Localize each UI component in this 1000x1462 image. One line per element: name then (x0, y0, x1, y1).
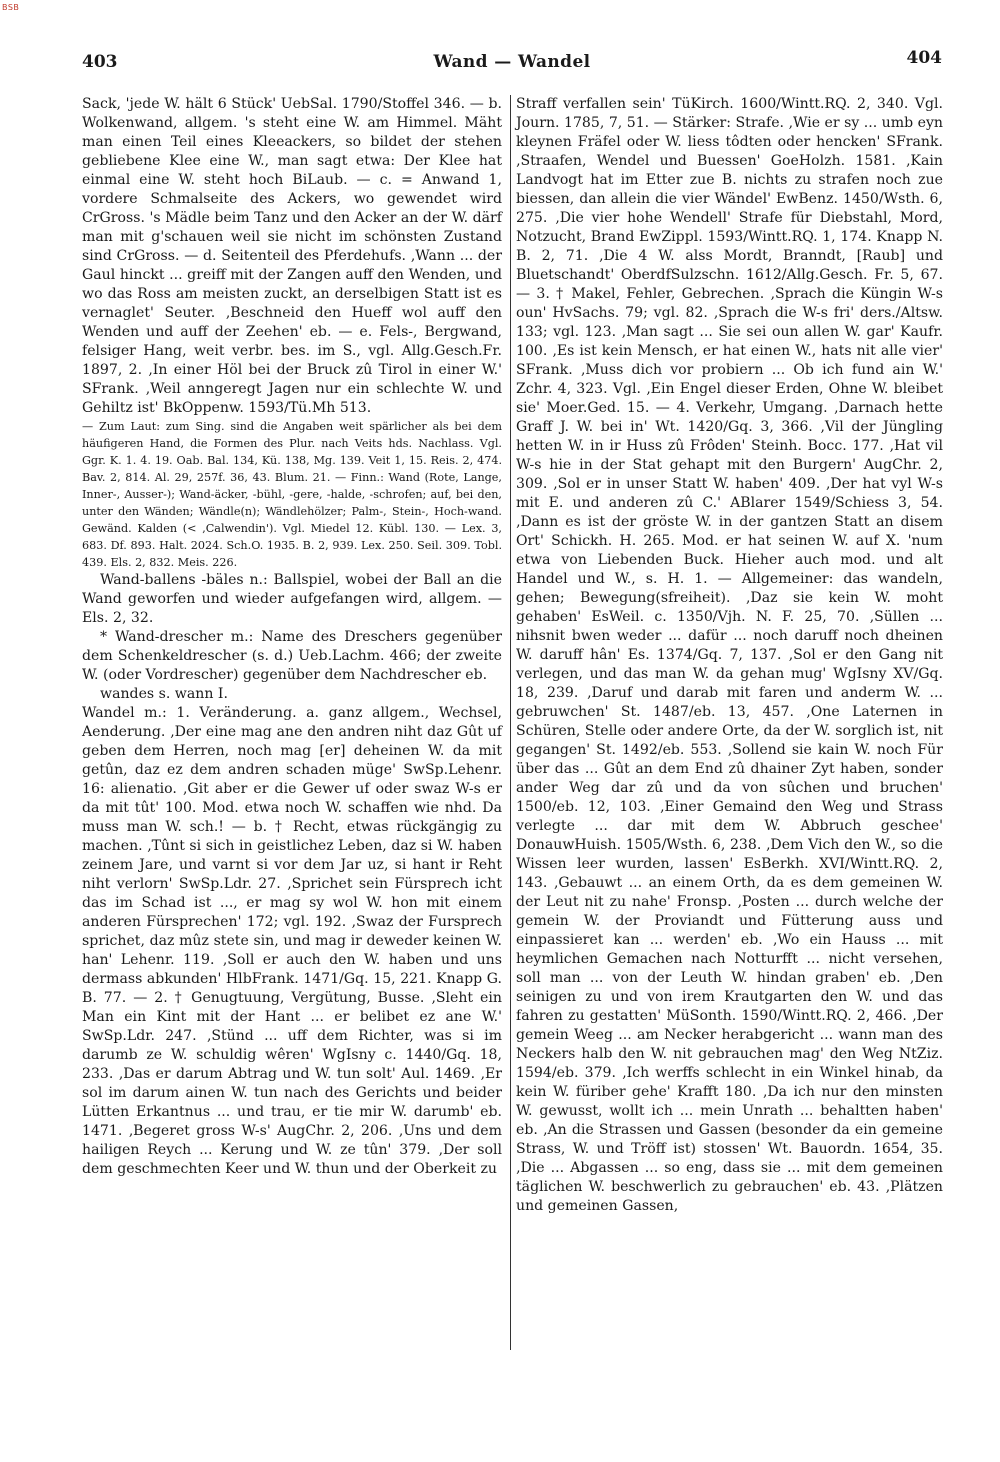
page-number-left: 403 (82, 52, 118, 72)
running-title: Wand — Wandel (433, 52, 591, 72)
column-divider (510, 95, 511, 1350)
page-number-right: 404 (906, 48, 942, 68)
entry-wandel: Wandel m.: 1. Veränderung. a. ganz allgem., Wechsel, Aenderung. ‚Der eine mag ane den andren niht daz Gût uf geben dem Herren, noch mag [er] deheinen W. da mit getûn, daz ez dem andren schaden müge' SwSp.Lehenr. 16: alienatio. ‚Git aber er die Gewer uf oder swaz W-s er da mit tût' 100. Mod. etwa noch W. schaffen wie nhd. Da muss man W. sch.! — b. † Recht, etwas rückgängig zu machen. ‚Tûnt si sich in geistlichez Leben, daz si W. haben zeinem Jare, und varnt si vor dem Jar uz, si hant ir Reht niht verlorn' SwSp.Ldr. 27. ‚Sprichet sein Fürsprech icht das im Schad ist ..., er mag sy wol W. hon mit einem anderen Fürsprechen' 172; vgl. 192. ‚Swaz der Fursprech sprichet, daz mûz stete sin, und mag ir deweder keinen W. han' Lehenr. 119. ‚Soll er auch den W. haben und uns dermass abkunden' HlbFrank. 1471/Gq. 15, 221. Knapp G. B. 77. — 2. † Genugtuung, Vergütung, Busse. ‚Sleht ein Man ein Kint mit der Hant ... er belibet ez ane W.' SwSp.Ldr. 247. ‚Stünd ... uff dem Richter, was si im darumb ze W. schuldig wêren' WgIsny c. 1440/Gq. 18, 233. ‚Das er darum Abtrag und W. tun solt' Aul. 1469. ‚Er sol im darum ainen W. tun nach des Gerichts und beider Lütten Erkantnus ... und trau, er tie mir W. darumb' eb. 1471. ‚Begeret gross W-s' AugChr. 2, 206. ‚Uns und dem hailigen Reych ... Kerung und W. ze tûn' 379. ‚Der soll dem geschmechten Keer und W. thun und der Oberkeit zu (82, 705, 502, 1177)
right-column (516, 95, 943, 1216)
page-header (82, 48, 942, 80)
entry-wand-drescher: * Wand-drescher m.: Name des Dreschers gegenüber dem Schenkeldrescher (s. d.) Ueb.Lachm. 466; der zweite W. (oder Vordrescher) gegenüber dem Nachdrescher eb. (82, 629, 502, 683)
left-column (82, 95, 502, 1179)
entry-text: Sack, 'jede W. hält 6 Stück' UebSal. 1790/Stoffel 346. — b. Wolkenwand, allgem. 's steht eine W. am Himmel. Mäht man einen Teil eines Kleeackers, so bildet der stehen gebliebene Klee eine W., man sagt etwa: Der Klee hat einmal eine W. steht hoch BiLaub. — c. = Anwand 1, vordere Schmalseite des Ackers, wo gewendet wird CrGross. 's Mädle beim Tanz und den Acker an der W. därf man mit g'schauen weil sie nicht im schönsten Zustand sind CrGross. — d. Seitenteil des Pferdehufs. ‚Wann ... der Gaul hinckt ... greiff mit der Zangen auff den Wenden, und wo das Ross am meisten zuckt, an derselbigen Statt ist es vernaglet' Seuter. ‚Beschneid den Hueff wol auff den Wenden und auff der Zeehen' eb. — e. Fels-, Bergwand, felsiger Hang, weit verbr. bes. im S., vgl. Allg.Gesch.Fr. 1897, 2. ‚In einer Höl bei der Bruck zû Tirol in einer W.' SFrank. ‚Weil anngeregt Jagen nur ein schlechte W. und Gehiltz ist' BkOppenw. 1593/Tü.Mh 513. (82, 96, 502, 416)
entry-notes: — Zum Laut: zum Sing. sind die Angaben weit spärlicher als bei dem häufigeren Hand, die Formen des Plur. nach Veits hds. Nachlass. Vgl. Ggr. K. 1. 4. 19. Oab. Bal. 134, Kü. 138, Mg. 139. Veit 1, 15. Reis. 2, 474. Bav. 2, 814. Al. 29, 257f. 36, 43. Blum. 21. — Finn.: Wand (Rote, Lange, Inner-, Ausser-); Wand-äcker, -bühl, -gere, -halde, -schrofen; auf, bei den, unter den Wänden; Wändle(n); Wändlehölzer; Palm-, Stein-, Hoch-wand. Gewänd. Kalden (< ‚Calwendin'). Vgl. Miedel 12. Kübl. 130. — Lex. 3, 683. Df. 893. Halt. 2024. Sch.O. 1935. B. 2, 939. Lex. 250. Seil. 309. Tobl. 439. Els. 2, 832. Meis. 226. (82, 420, 502, 569)
entry-wandes: wandes s. wann I. (100, 686, 228, 702)
library-stamp: BSB (2, 3, 20, 12)
entry-wand-ballen: Wand-ballens -bäles n.: Ballspiel, wobei der Ball an die Wand geworfen und wieder aufgefangen wird, allgem. — Els. 2, 32. (82, 572, 502, 626)
entry-text: Straff verfallen sein' TüKirch. 1600/Wintt.RQ. 2, 340. Vgl. Journ. 1785, 7, 51. — Stärker: Strafe. ‚Wie er sy ... umb eyn kleynen Fräfel oder W. liess tôdten oder hencken' SFrank. ‚Straafen, Wendel und Buessen' GoeHolzh. 1581. ‚Kain Landvogt hat im Etter zue B. nichts zu strafen noch zue biessen, dan allein die vier Wändel' EwBenz. 1450/Wsth. 6, 275. ‚Die vier hohe Wendell' Strafe für Diebstahl, Mord, Notzucht, Brand EwZippl. 1593/Wintt.RQ. 1, 174. Knapp N. B. 2, 71. ‚Die 4 W. alss Mordt, Branndt, [Raub] und Bluetschandt' OberdfSulzschn. 1612/Allg.Gesch. Fr. 5, 67. — 3. † Makel, Fehler, Gebrechen. ‚Sprach die Küngin W-s oun' HvSachs. 79; vgl. 82. ‚Sprach die W-s fri' ders./Altsw. 133; vgl. 123. ‚Man sagt ... Sie sei oun allen W. gar' Kaufr. 100. ‚Es ist kein Mensch, er hat einen W., hats nit alle vier' SFrank. ‚Muss dich vor probiern ... Ob ich fund ain W.' Zchr. 4, 323. Vgl. ‚Ein Engel dieser Erden, Ohne W. bleibet sie' Moer.Ged. 15. — 4. Verkehr, Umgang. ‚Darnach hette Graff J. W. bei in' Wt. 1420/Gq. 3, 366. ‚Vil der Jüngling hetten W. in ir Huss zû Frôden' Steinh. Bocc. 177. ‚Hat vil W-s hie in der Stat gehapt mit den Burgern' AugChr. 2, 309. ‚Sol er in unser Statt W. haben' 409. ‚Der hat vyl W-s mit E. und anderen zû C.' ABlarer 1549/Schiess 3, 54. ‚Dann es ist der gröste W. in der gantzen Statt an disem Ort' Schickh. H. 265. Mod. er hat seinen W. auf X. 'num etwa von Liebenden Buck. Hieher auch mod. und alt Handel und W., s. H. 1. — Allgemeiner: das wandeln, gehen; Bewegung(sfreiheit). ‚Daz sie kein W. moht gehaben' EsWeil. c. 1350/Vjh. N. F. 25, 70. ‚Süllen ... nihsnit bwen weder ... dafür ... noch daruff noch dheinen W. daruff hân' Es. 1374/Gq. 7, 137. ‚Sol er den Gang nit verlegen, und das man W. da gehan mug' WgIsny XV/Gq. 18, 239. ‚Daruf und darab mit faren und anderm W. ... gebruwchen' St. 1487/eb. 13, 457. ‚One Laternen in Schüren, Stelle oder andere Orte, da der W. sorglich ist, nit gegangen' St. 1492/eb. 553. ‚Sollend sie kain W. noch Für über das ... Gût an dem End zû dhainer Zyt haben, sonder ander Weg dar zû und da von sûchen und bruchen' 1500/eb. 12, 103. ‚Einer Gemaind den Weg und Strass verlegte ... dar mit dem W. Abbruch geschee' DonauwHuish. 1505/Wsth. 6, 238. ‚Dem Vich den W., so die Wissen leer wurden, lassen' EsBerkh. XVI/Wintt.RQ. 2, 143. ‚Gebauwt ... an einem Orth, da es dem gemeinen W. der Leut nit zu nahe' Fronsp. ‚Posten ... durch welche der gemein W. der Proviandt und Fütterung auss und einpassieret kan ... werden' eb. ‚Wo ein Hauss ... mit heymlichen Gemachen nach Notturfft ... nicht versehen, soll man ... von der Leuth W. hindan graben' eb. ‚Den seinigen zu und von irem Krautgarten den W. und das fahren zu gestatten' MüSonth. 1590/Wintt.RQ. 2, 466. ‚Der gemein Weeg ... am Necker herabgericht ... wann man des Neckers halb den W. nit gebrauchen mag' den Weg NtZiz. 1594/eb. 379. ‚Ich werffs schlecht in ein Winkel hinab, da kein W. füriber gehe' Krafft 180. ‚Da ich nur den minsten W. gewusst, wollt ich ... mein Unrath ... behaltten haben' eb. ‚An die Strassen und Gassen (besonder da ein gemeine Strass, W. und Tröff ist) stossen' Wt. Bauordn. 1654, 35. ‚Die ... Abgassen ... so eng, dass sie ... mit dem gemeinen täglichen W. beschwerlich zu gebrauchen' eb. 43. ‚Plätzen und gemeinen Gassen, (516, 96, 944, 1214)
